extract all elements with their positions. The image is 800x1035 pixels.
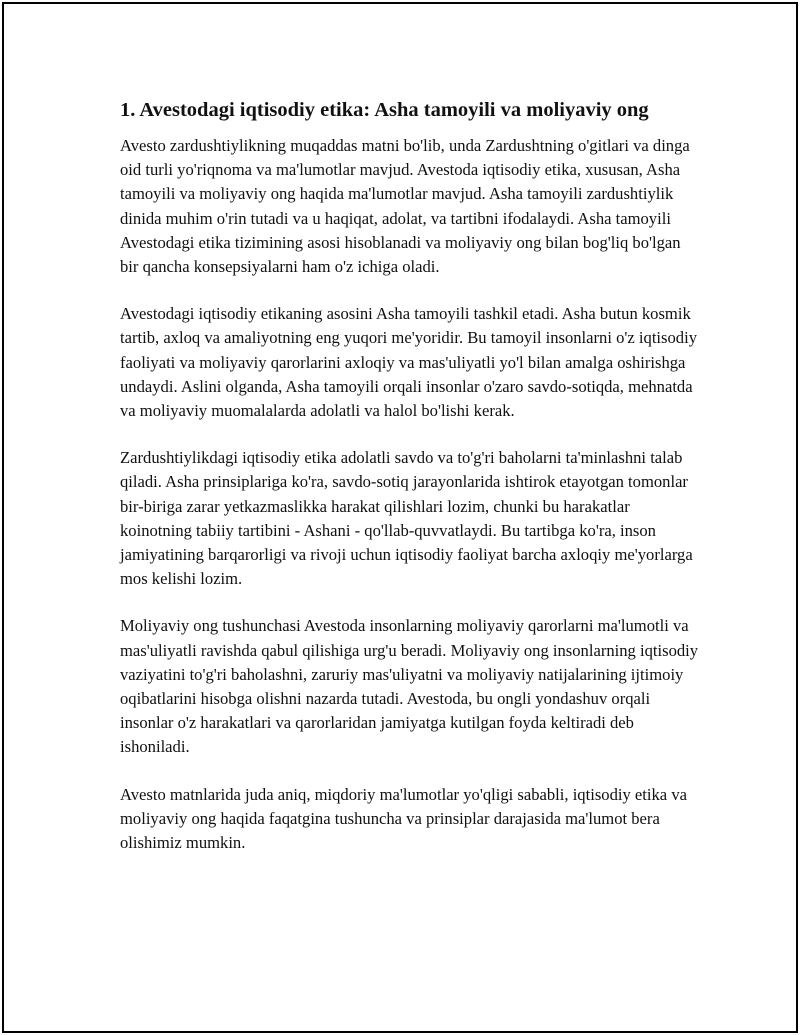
paragraph-3: Zardushtiylikdagi iqtisodiy etika adolatli savdo va to'g'ri baholarni ta'minlashni talab qiladi. Asha prinsiplariga ko'ra, savdo-sotiq jarayonlarida ishtirok etayotgan tomonlar bir-biriga zarar yetkazmaslikka harakat qilishlari lozim, chunki bu harakatlar koinotning tabiiy tartibini - Ashani - qo'llab-quvvatlaydi. Bu tartibga ko'ra, inson jamiyatining barqarorligi va rivoji uchun iqtisodiy faoliyat barcha axloqiy me'yorlarga mos kelishi lozim. xyxy=(120,448,693,589)
paragraph-1: Avesto zardushtiylikning muqaddas matni bo'lib, unda Zardushtning o'gitlari va dinga oid turli yo'riqnoma va ma'lumotlar mavjud. Avestoda iqtisodiy etika, xususan, Asha tamoyili va moliyaviy ong haqida ma'lumotlar mavjud. Asha tamoyili zardushtiylik dinida muhim o'rin tutadi va u haqiqat, adolat, va tartibni ifodalaydi. Asha tamoyili Avestodagi etika tizimining asosi hisoblanadi va moliyaviy ong bilan bog'liq bo'lgan bir qancha konsepsiyalarni ham o'z ichiga oladi. xyxy=(120,136,690,277)
paragraph-5: Avesto matnlarida juda aniq, miqdoriy ma'lumotlar yo'qligi sababli, iqtisodiy etika va moliyaviy ong haqida faqatgina tushuncha va prinsiplar darajasida ma'lumot bera olishimiz mumkin. xyxy=(120,784,687,853)
paragraph-2: Avestodagi iqtisodiy etikaning asosini Asha tamoyili tashkil etadi. Asha butun kosmik tartib, axloq va amaliyotning eng yuqori me'yoridir. Bu tamoyil insonlarni o'z iqtisodiy faoliyati va moliyaviy qarorlarini axloqiy va mas'uliyatli yo'l bilan amalga oshirishga undaydi. Aslini olganda, Asha tamoyili orqali insonlar o'zaro savdo-sotiqda, mehnatda va moliyaviy muomalalarda adolatli va halol bo'lishi kerak. xyxy=(120,304,697,421)
paragraph-4: Moliyaviy ong tushunchasi Avestoda insonlarning moliyaviy qarorlarni ma'lumotli va mas'uliyatli ravishda qabul qilishiga urg'u beradi. Moliyaviy ong insonlarning iqtisodiy vaziyatini to'g'ri baholashni, zaruriy mas'uliyatni va moliyaviy natijalarining ijtimoiy oqibatlarini hisobga olishni nazarda tutadi. Avestoda, bu ongli yondashuv orqali insonlar o'z harakatlari va qarorlaridan jamiyatga kutilgan foyda keltiradi deb ishoniladi. xyxy=(120,616,699,757)
section-heading: 1. Avestodagi iqtisodiy etika: Asha tamoyili va moliyaviy ong xyxy=(120,99,649,121)
document-body xyxy=(120,96,700,878)
page-frame xyxy=(2,2,798,1033)
